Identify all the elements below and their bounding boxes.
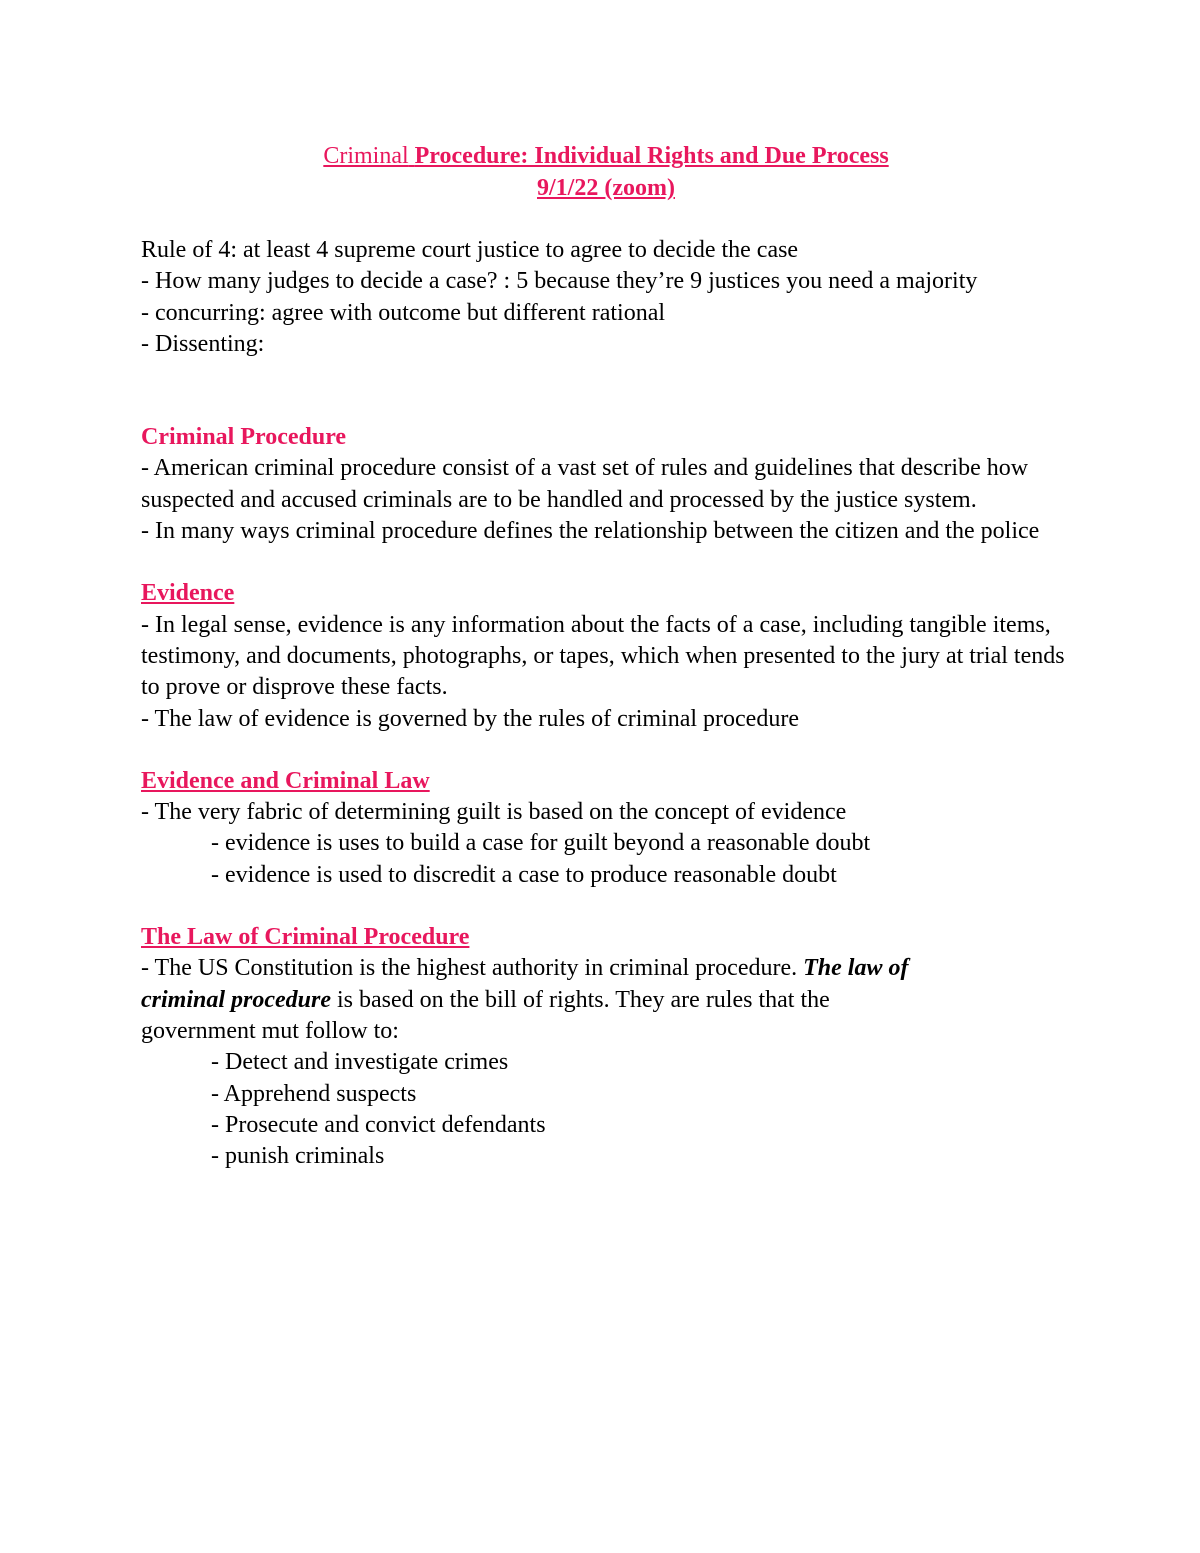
section-line: - The very fabric of determining guilt is based on the concept of evidence bbox=[141, 799, 847, 826]
spacer bbox=[141, 735, 1071, 766]
title-part-bold: Procedure: Individual Rights and Due Process bbox=[414, 143, 889, 169]
section-line bbox=[141, 953, 1071, 984]
emphasis-run: The law of bbox=[803, 955, 909, 982]
spacer bbox=[141, 547, 1071, 578]
emphasis-run: criminal procedure bbox=[141, 986, 331, 1013]
section-line: - In legal sense, evidence is any information about the facts of a case, including tangible items, testimony, and documents, photographs, or tapes, which when presented to the jury at trial tends to prove or disprove these facts. bbox=[141, 611, 1065, 701]
sub-item: - evidence is uses to build a case for guilt beyond a reasonable doubt bbox=[211, 830, 871, 857]
section-heading: Evidence and Criminal Law bbox=[141, 767, 430, 794]
list-item: - Detect and investigate crimes bbox=[211, 1049, 509, 1076]
section-line: - In many ways criminal procedure defines the relationship between the citizen and the police bbox=[141, 518, 1040, 545]
text-run: - The US Constitution is the highest authority in criminal procedure. bbox=[141, 955, 804, 982]
spacer bbox=[141, 204, 1071, 235]
intro-line: Rule of 4: at least 4 supreme court justice to agree to decide the case bbox=[141, 237, 799, 263]
title-part-light: Criminal bbox=[323, 143, 409, 169]
section-criminal-procedure bbox=[141, 422, 1071, 547]
intro-line: - How many judges to decide a case? : 5 because they’re 9 justices you need a majority bbox=[141, 268, 978, 295]
list-item: - punish criminals bbox=[211, 1143, 385, 1170]
spacer bbox=[141, 360, 1071, 422]
document-date: 9/1/22 (zoom) bbox=[537, 175, 675, 201]
section-evidence bbox=[141, 578, 1071, 734]
section-line: government mut follow to: bbox=[141, 1017, 399, 1044]
document-body bbox=[141, 140, 1071, 1172]
section-line: - American criminal procedure consist of a vast set of rules and guidelines that describe how suspected and accused criminals are to be handled and processed by the justice system. bbox=[141, 455, 1029, 513]
intro-line: - Dissenting: bbox=[141, 330, 265, 357]
intro-line: - concurring: agree with outcome but different rational bbox=[141, 299, 666, 326]
section-heading: The Law of Criminal Procedure bbox=[141, 924, 470, 951]
text-run: is based on the bill of rights. They are rules that the bbox=[331, 986, 830, 1013]
section-heading: Criminal Procedure bbox=[141, 424, 347, 451]
section-heading: Evidence bbox=[141, 580, 235, 607]
spacer bbox=[141, 891, 1071, 922]
section-line bbox=[141, 985, 1071, 1016]
list-item: - Prosecute and convict defendants bbox=[211, 1111, 546, 1138]
section-law-of-criminal-procedure bbox=[141, 922, 1071, 1172]
document-title bbox=[141, 140, 1071, 173]
section-evidence-and-criminal-law bbox=[141, 766, 1071, 891]
list-item: - Apprehend suspects bbox=[211, 1080, 417, 1107]
section-line: - The law of evidence is governed by the rules of criminal procedure bbox=[141, 705, 799, 732]
sub-item: - evidence is used to discredit a case to produce reasonable doubt bbox=[211, 861, 837, 888]
intro-notes bbox=[141, 235, 1071, 360]
